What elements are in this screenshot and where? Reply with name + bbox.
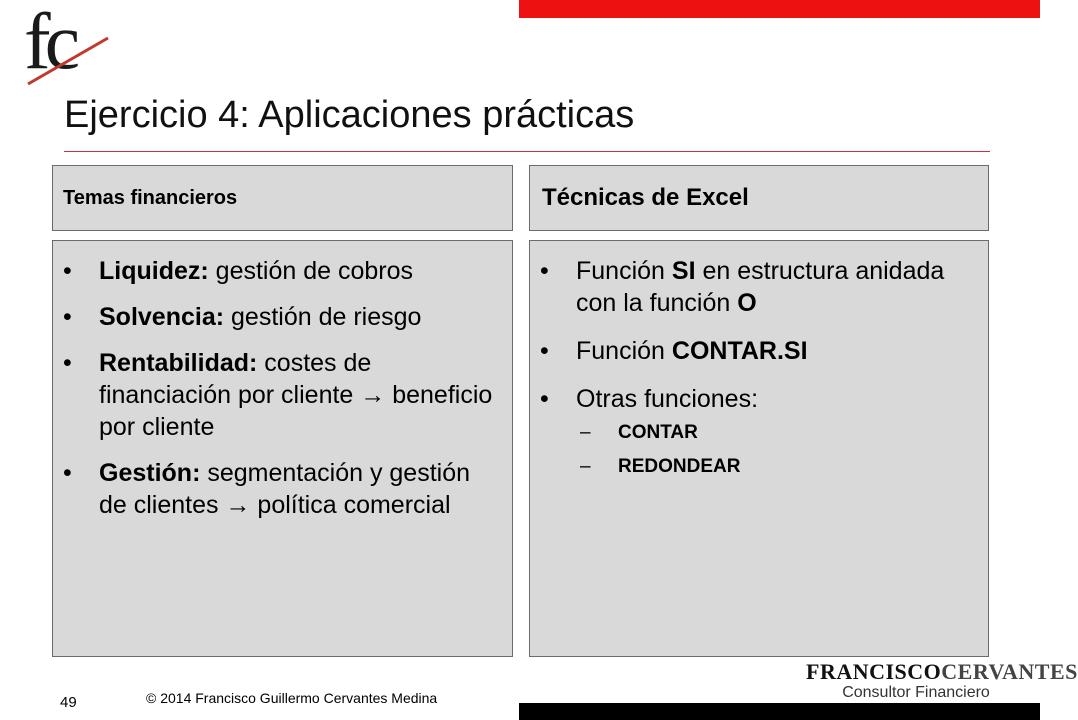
- brand-name: [806, 659, 1078, 684]
- item-text: en estructura anidada con la función: [576, 257, 945, 317]
- brand-logo: [806, 659, 1078, 702]
- item-text: Función: [576, 257, 672, 285]
- bullet: •: [540, 337, 549, 365]
- sub-list-item: [576, 419, 976, 447]
- item-term: Solvencia:: [99, 303, 225, 331]
- list-item: [530, 255, 988, 319]
- item-term: CONTAR.SI: [671, 337, 808, 365]
- list-item: [53, 347, 512, 443]
- fc-logo: [22, 0, 112, 90]
- bottom-accent-bar: [519, 703, 1040, 720]
- item-term: Gestión:: [99, 459, 201, 487]
- bullet: •: [63, 349, 72, 377]
- title-divider: [64, 151, 990, 152]
- list-item: [53, 255, 512, 287]
- left-panel-header-label: Temas financieros: [63, 186, 238, 209]
- item-term: O: [737, 289, 757, 317]
- list-item: [530, 335, 988, 367]
- list-item: [53, 301, 512, 333]
- left-panel-header: [52, 165, 513, 231]
- dash: –: [580, 422, 591, 443]
- item-text: Función: [576, 337, 672, 365]
- sub-item-text: REDONDEAR: [618, 456, 741, 477]
- brand-subtitle: Consultor Financiero: [842, 684, 990, 701]
- list-item: [530, 383, 988, 481]
- logo-slash: [22, 8, 112, 90]
- bullet: •: [63, 303, 72, 331]
- brand-name-last: CERVANTES: [941, 659, 1078, 684]
- logo-letters: fc: [24, 0, 75, 86]
- other-functions-sublist: [576, 419, 976, 481]
- page-number: 49: [60, 694, 77, 711]
- bullet: •: [63, 459, 72, 487]
- brand-name-first: FRANCISCO: [806, 659, 942, 684]
- right-panel-header-label: Técnicas de Excel: [542, 184, 749, 211]
- item-term: Liquidez:: [99, 257, 209, 285]
- financial-topics-list: [53, 241, 512, 521]
- dash: –: [580, 456, 591, 477]
- copyright-notice: © 2014 Francisco Guillermo Cervantes Medina: [146, 690, 438, 706]
- page-title: Ejercicio 4: Aplicaciones prácticas: [64, 94, 635, 136]
- list-item: [53, 457, 512, 521]
- item-term: SI: [671, 257, 696, 285]
- item-text: segmentación y gestión de clientes → política comercial: [99, 459, 471, 519]
- left-panel-body: [52, 240, 513, 657]
- bullet: •: [63, 257, 72, 285]
- item-text: costes de financiación por cliente → beneficio por cliente: [99, 349, 493, 441]
- item-term: Rentabilidad:: [99, 349, 258, 377]
- bullet: •: [540, 257, 549, 285]
- right-panel-body: [529, 240, 989, 657]
- bullet: •: [540, 385, 549, 413]
- right-panel-header: [529, 165, 989, 231]
- top-accent-bar: [519, 0, 1040, 18]
- item-text: gestión de cobros: [208, 257, 414, 285]
- sub-item-text: CONTAR: [618, 422, 698, 443]
- item-text: Otras funciones:: [576, 385, 759, 413]
- excel-techniques-list: [530, 241, 988, 481]
- item-text: gestión de riesgo: [224, 303, 422, 331]
- sub-list-item: [576, 453, 976, 481]
